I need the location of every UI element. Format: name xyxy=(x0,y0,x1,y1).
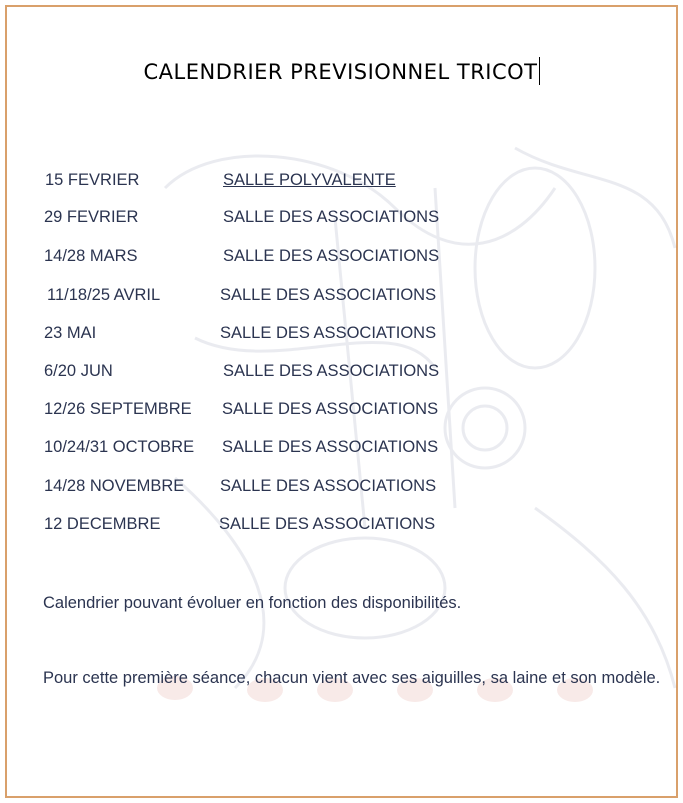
schedule-place: SALLE DES ASSOCIATIONS xyxy=(223,362,440,380)
schedule-row xyxy=(0,286,683,310)
schedule-place: SALLE DES ASSOCIATIONS xyxy=(220,324,437,342)
schedule-date: 10/24/31 OCTOBRE xyxy=(44,438,195,456)
text-cursor xyxy=(539,57,540,85)
schedule-date: 6/20 JUN xyxy=(44,362,113,380)
schedule-place: SALLE DES ASSOCIATIONS xyxy=(220,477,437,495)
schedule-place: SALLE DES ASSOCIATIONS xyxy=(223,208,440,226)
schedule-place: SALLE DES ASSOCIATIONS xyxy=(219,515,436,533)
schedule-place: SALLE DES ASSOCIATIONS xyxy=(222,400,439,418)
schedule-row xyxy=(0,247,683,271)
schedule-row xyxy=(0,477,683,501)
schedule-date: 14/28 MARS xyxy=(44,247,138,265)
schedule-date: 11/18/25 AVRIL xyxy=(47,286,161,304)
schedule-row xyxy=(0,208,683,232)
schedule-date: 14/28 NOVEMBRE xyxy=(44,477,185,495)
schedule-date: 12/26 SEPTEMBRE xyxy=(44,400,192,418)
schedule-row xyxy=(0,400,683,424)
schedule-row xyxy=(0,171,683,195)
schedule-row xyxy=(0,438,683,462)
page-title xyxy=(0,57,683,85)
schedule-date: 23 MAI xyxy=(44,324,97,342)
schedule-date: 12 DECEMBRE xyxy=(44,515,161,533)
schedule-row xyxy=(0,362,683,386)
schedule-place: SALLE DES ASSOCIATIONS xyxy=(222,438,439,456)
schedule-place: SALLE DES ASSOCIATIONS xyxy=(220,286,437,304)
schedule-place: SALLE POLYVALENTE xyxy=(223,171,396,189)
schedule-place: SALLE DES ASSOCIATIONS xyxy=(223,247,440,265)
schedule-date: 15 FEVRIER xyxy=(45,171,140,189)
availability-note: Calendrier pouvant évoluer en fonction des disponibilités. xyxy=(43,594,462,612)
schedule-row xyxy=(0,324,683,348)
first-session-note: Pour cette première séance, chacun vient avec ses aiguilles, sa laine et son modèle. xyxy=(43,669,661,687)
title-text: CALENDRIER PREVISIONNEL TRICOT xyxy=(143,60,538,84)
schedule-row xyxy=(0,515,683,539)
schedule-date: 29 FEVRIER xyxy=(44,208,139,226)
